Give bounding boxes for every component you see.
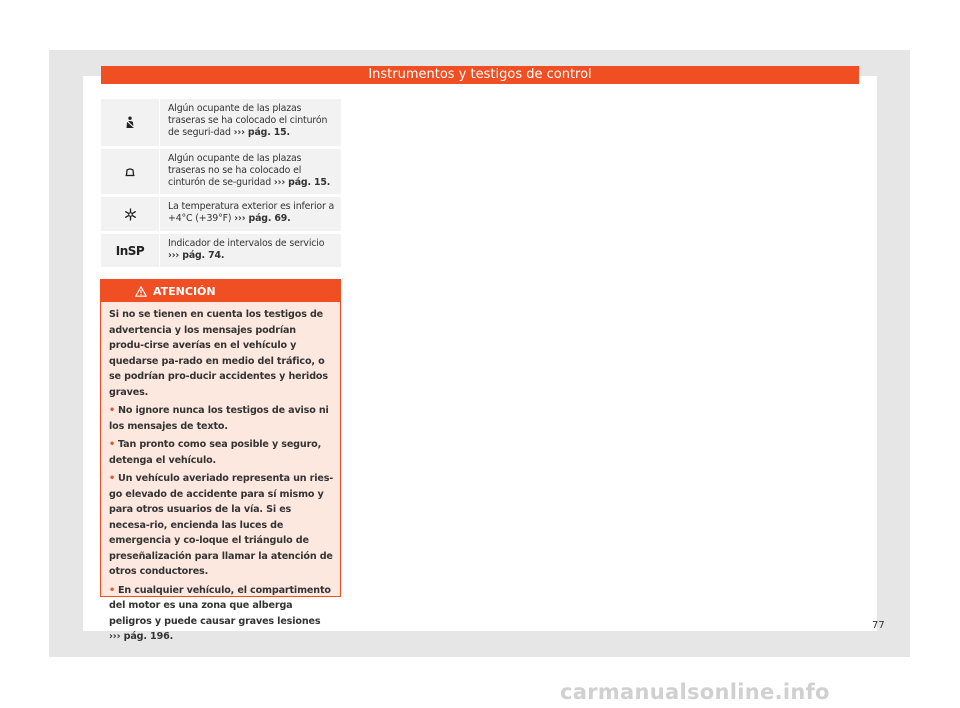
indicator-table — [101, 99, 341, 270]
warning-title: ATENCIÓN — [153, 284, 216, 298]
warning-intro: Si no se tienen en cuenta los testigos de advertencia y los mensajes podrían produ-cirse averías en el vehículo y quedarse pa-rado en medio del tráfico, o se podrían pro-ducir accidentes y heridos graves. — [109, 309, 328, 398]
watermark: carmanualsonline.info — [560, 680, 830, 704]
page-number: 77 — [872, 620, 885, 631]
bullet-icon: • — [109, 439, 115, 450]
indicator-row — [101, 234, 341, 267]
warning-triangle-icon — [135, 286, 147, 297]
warning-header — [101, 280, 340, 302]
indicator-description: Indicador de intervalos de servicio ››› pág. 74. — [168, 238, 325, 261]
rear-seatbelt-fastened-icon — [101, 99, 160, 146]
service-interval-icon: InSP — [101, 234, 160, 267]
indicator-description: Algún ocupante de las plazas traseras no se ha colocado el cinturón de se-guridad ››› pág. 15. — [168, 153, 331, 188]
bullet-icon: • — [109, 405, 115, 416]
page-reference[interactable]: ››› pág. 196. — [109, 631, 174, 642]
section-header: Instrumentos y testigos de control — [101, 66, 859, 84]
warning-bullet: • En cualquier vehículo, el compartimento del motor es una zona que alberga peligros y puede causar graves lesiones ››› pág. 196. — [109, 584, 331, 642]
page-reference[interactable]: ››› pág. 74. — [168, 250, 225, 261]
page-reference[interactable]: ››› pág. 15. — [273, 177, 331, 188]
page-reference[interactable]: ››› pág. 15. — [233, 127, 290, 138]
indicator-description: Algún ocupante de las plazas traseras se ha colocado el cinturón de seguri-dad ››› pág. 15. — [168, 103, 328, 138]
bullet-icon: • — [109, 473, 115, 484]
indicator-row — [101, 197, 341, 231]
indicator-row — [101, 149, 341, 194]
warning-box — [100, 279, 341, 642]
snowflake-icon — [101, 197, 160, 231]
indicator-description: La temperatura exterior es inferior a +4°C (+39°F) ››› pág. 69. — [168, 201, 335, 224]
warning-bullet: • Un vehículo averiado representa un ries-go elevado de accidente para sí mismo y para otros usuarios de la vía. Si es necesa-rio, encienda las luces de emergencia y co-loque el triángulo de preseñalización para llamar la atención de otros conductores. — [109, 473, 334, 577]
warning-bullet: • Tan pronto como sea posible y seguro, detenga el vehículo. — [109, 439, 322, 466]
bullet-icon: • — [109, 584, 115, 596]
page-reference[interactable]: ››› pág. 69. — [234, 213, 291, 224]
rear-seatbelt-unfastened-icon — [101, 149, 160, 194]
warning-body — [101, 302, 340, 645]
warning-bullet: • No ignore nunca los testigos de aviso ni los mensajes de texto. — [109, 405, 329, 432]
indicator-row — [101, 99, 341, 146]
